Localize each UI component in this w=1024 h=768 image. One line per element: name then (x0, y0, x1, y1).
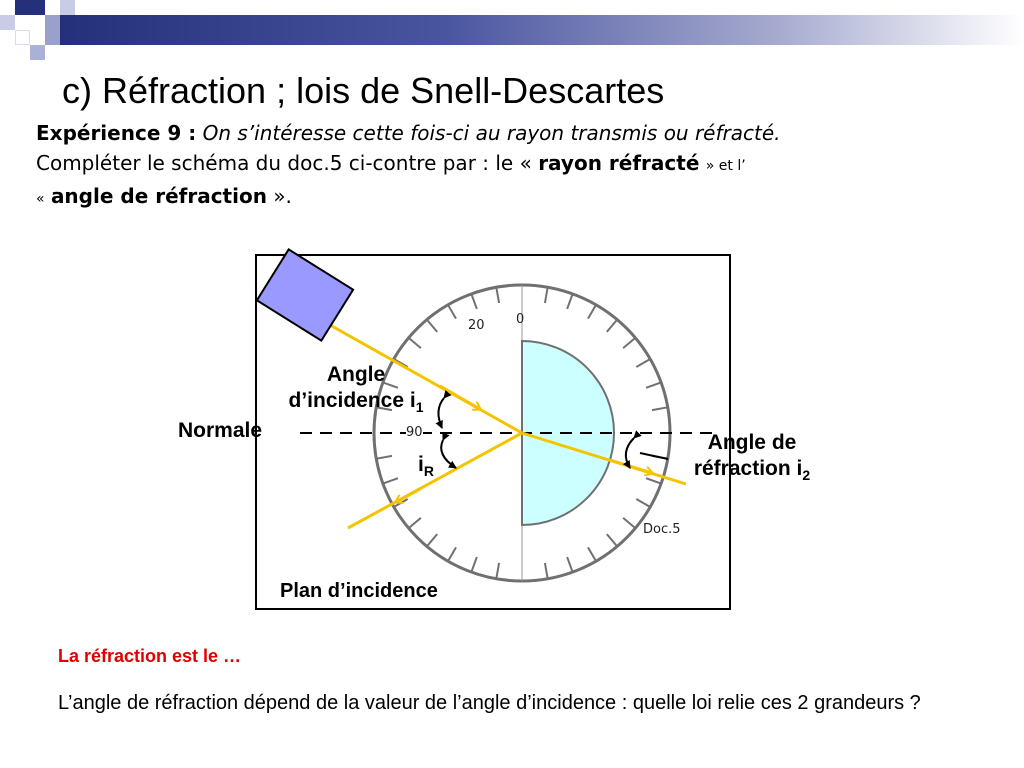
instruction-start: Compléter le schéma du doc.5 ci-contre par : le « (36, 151, 532, 175)
instruction-mid: » et l’ (705, 158, 746, 174)
tick-label-0: 0 (516, 312, 525, 327)
tick-label-90: 90 (406, 425, 423, 440)
experiment-heading: Expérience 9 : (36, 121, 197, 145)
reflection-label-letter: i (418, 453, 424, 476)
reflection-angle-label (418, 452, 434, 484)
slide-title: c) Réfraction ; lois de Snell-Descartes (62, 70, 665, 111)
incidence-plane-label: Plan d’incidence (280, 580, 438, 602)
incidence-label-line1: Angle (326, 363, 386, 386)
experiment-question: On s’intéresse cette fois-ci au rayon transmis ou réfracté. (202, 121, 781, 145)
refraction-label-line2: réfraction i (693, 457, 803, 480)
incidence-angle-label (266, 362, 446, 420)
refraction-subscript: 2 (802, 467, 811, 484)
normal-label: Normale (178, 419, 263, 442)
term-angle-refraction: angle de réfraction (50, 184, 267, 208)
open-quote: « (36, 191, 45, 207)
instruction-end: ». (273, 184, 292, 208)
term-rayon-refracte: rayon réfracté (538, 151, 700, 175)
doc-label: Doc.5 (643, 522, 681, 537)
tick-label-20: 20 (468, 318, 485, 333)
incidence-label-line2: d’incidence i (288, 389, 416, 412)
conclusion-text: La réfraction est le … (58, 646, 242, 666)
law-question: L’angle de réfraction dépend de la valeur de l’angle d’incidence : quelle loi relie ces 2 grandeurs ? (58, 692, 921, 714)
refraction-label-line1: Angle de (707, 431, 797, 454)
refraction-angle-label (672, 430, 832, 488)
reflection-subscript: R (423, 463, 434, 480)
incidence-subscript: 1 (415, 399, 424, 416)
